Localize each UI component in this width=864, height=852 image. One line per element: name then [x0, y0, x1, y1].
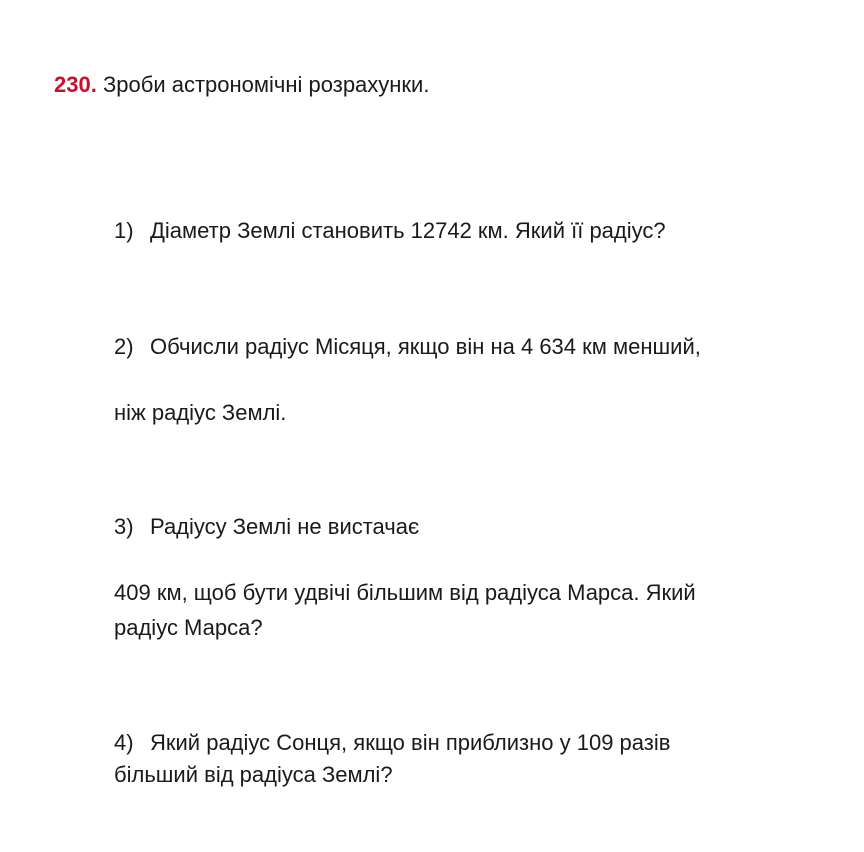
task-number: 230.	[54, 72, 97, 97]
item-number: 2)	[114, 334, 134, 359]
item-number: 1)	[114, 218, 134, 243]
task-header	[54, 69, 429, 101]
item-text-continued: ніж радіус Землі.	[114, 400, 287, 425]
item-number: 4)	[114, 730, 134, 755]
item-text-continued: більший від радіуса Землі?	[114, 762, 393, 787]
item-text-continued: 409 км, щоб бути удвічі більшим від радіуса Марса. Який	[114, 580, 696, 605]
task-title: Зроби астрономічні розрахунки.	[102, 72, 430, 97]
item-text: Обчисли радіус Місяця, якщо він на 4 634 км менший,	[150, 334, 701, 359]
item-text: Радіусу Землі не вистачає	[150, 514, 420, 539]
item-text: Діаметр Землі становить 12742 км. Який її радіус?	[150, 218, 666, 243]
item-number: 3)	[114, 514, 134, 539]
item-text-continued: радіус Марса?	[114, 615, 263, 640]
item-text: Який радіус Сонця, якщо він приблизно у 109 разів	[150, 730, 671, 755]
